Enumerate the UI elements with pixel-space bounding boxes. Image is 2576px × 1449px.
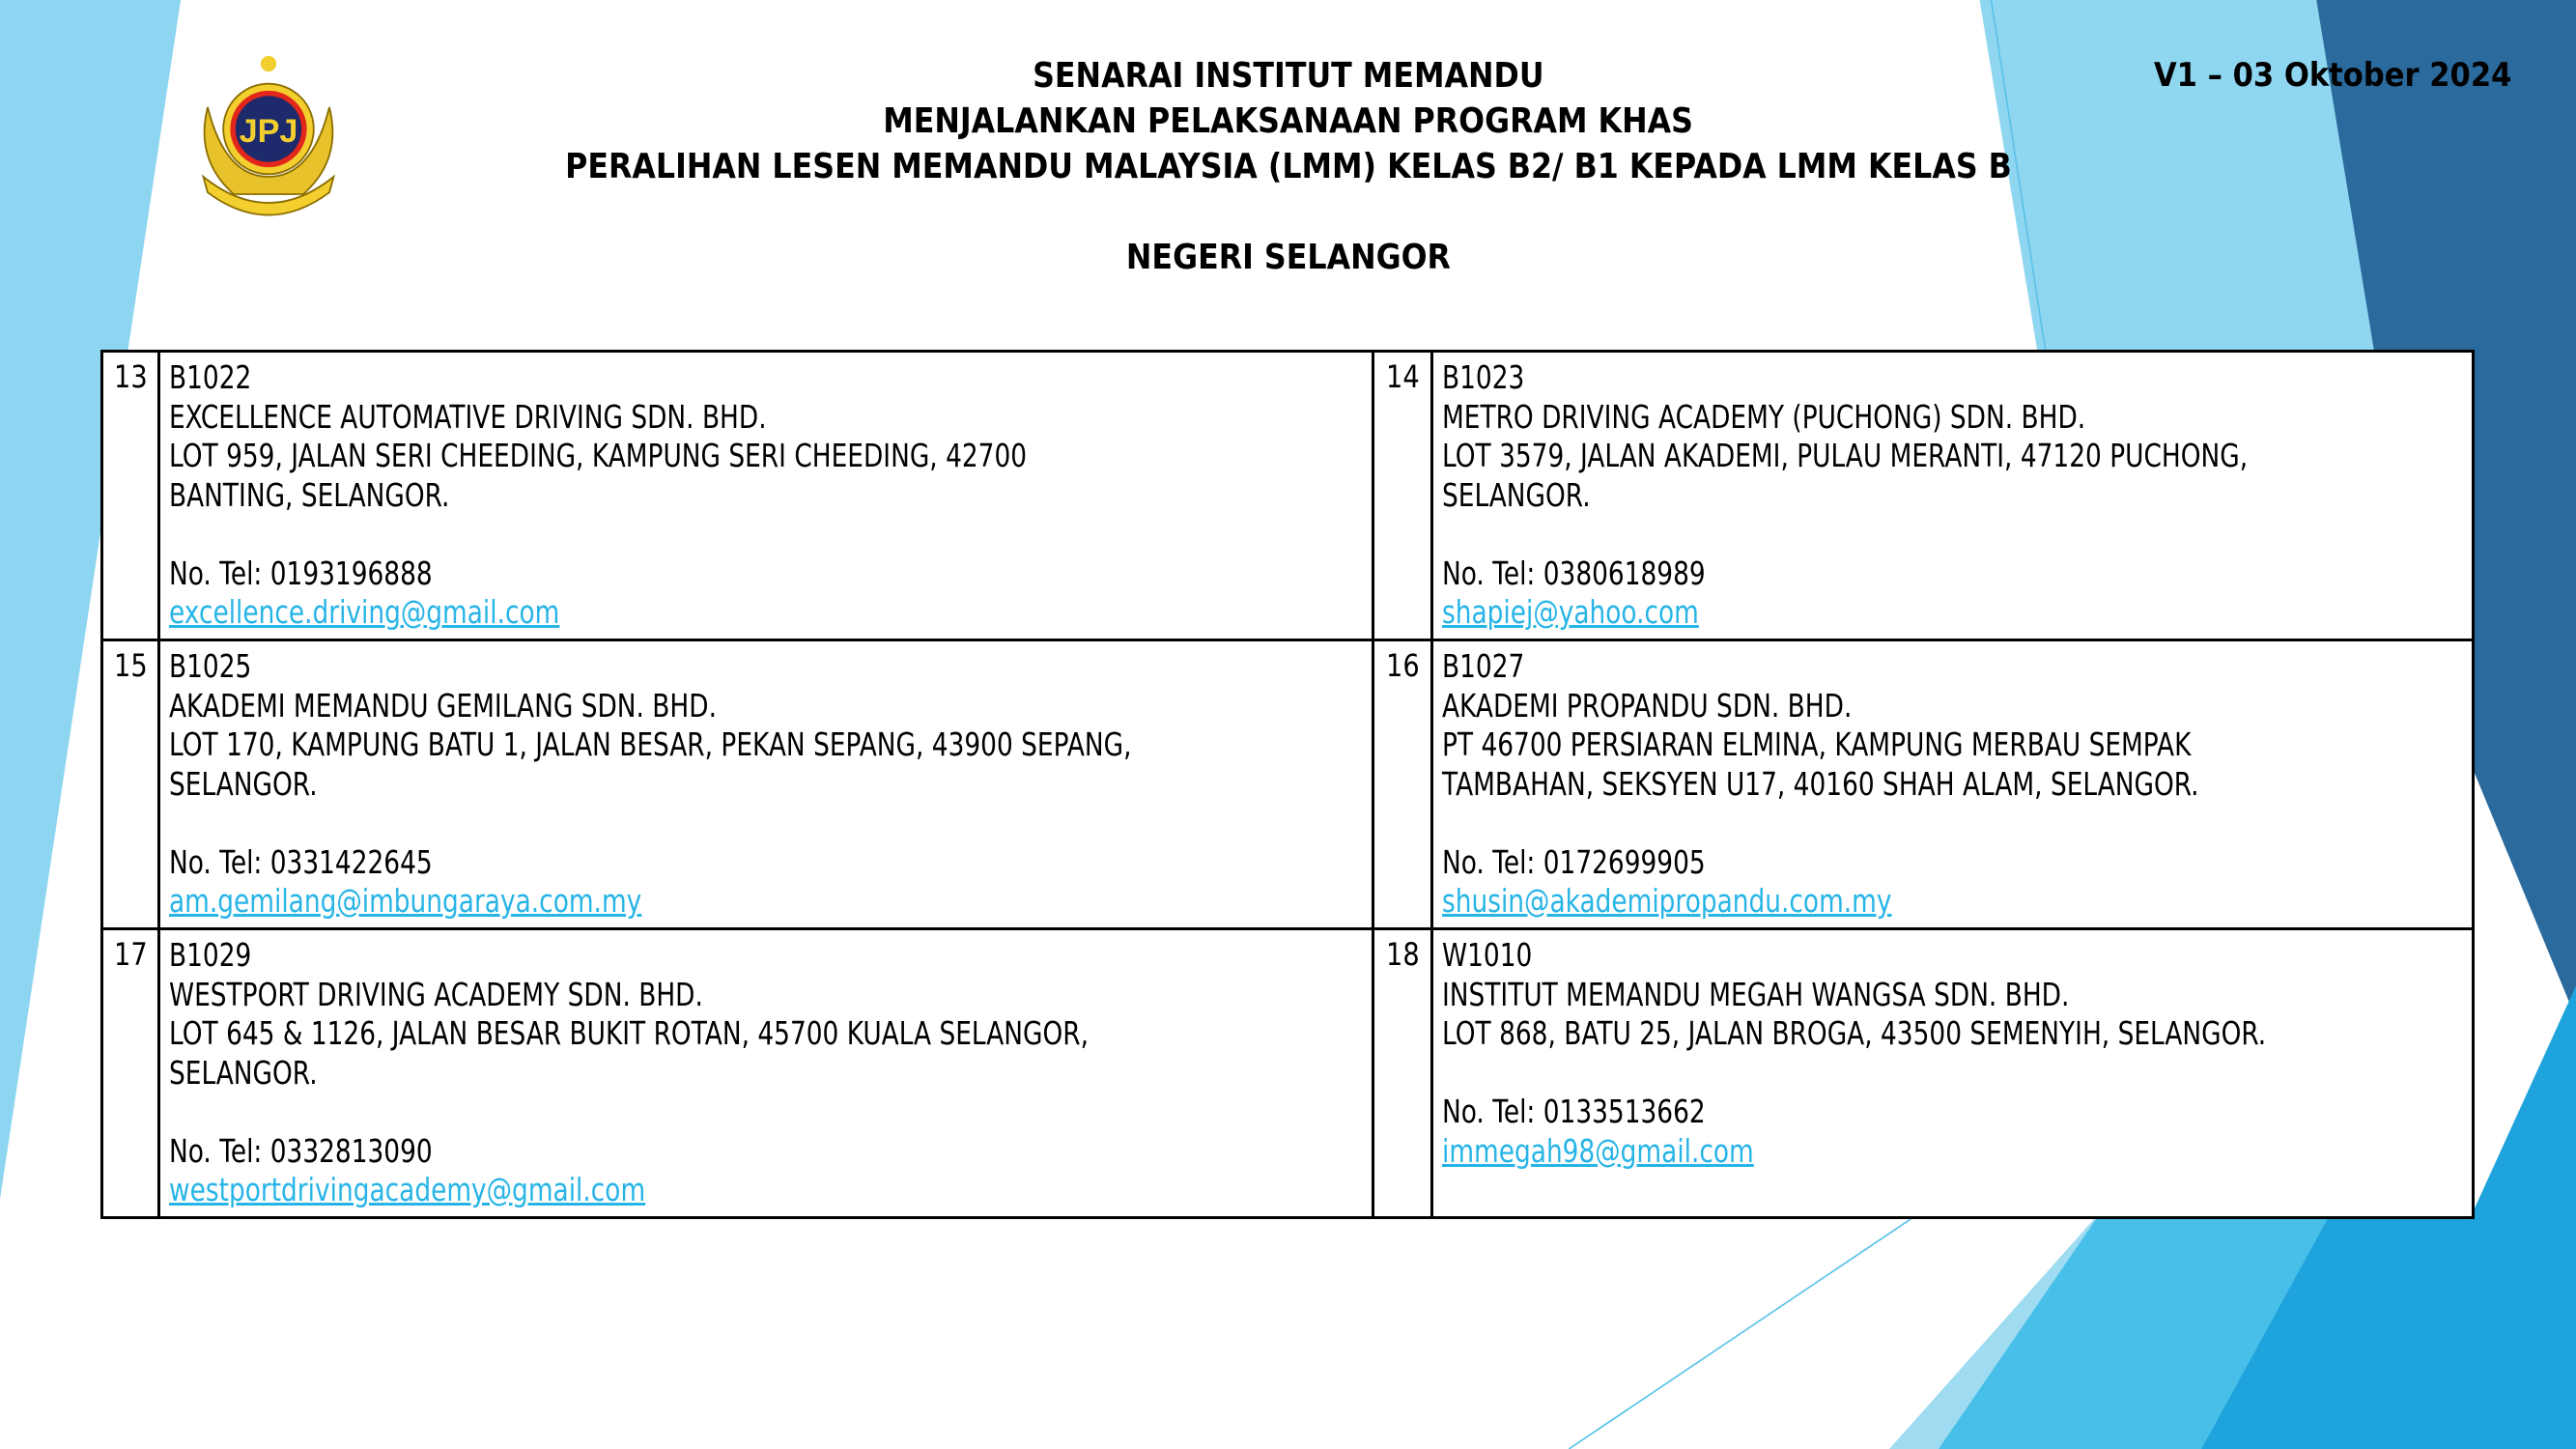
institute-phone: No. Tel: 0380618989 <box>1441 554 1706 592</box>
entry-details-cell <box>1431 352 2473 640</box>
institute-name: AKADEMI PROPANDU SDN. BHD. <box>1441 686 1852 724</box>
address-line: LOT 959, JALAN SERI CHEEDING, KAMPUNG SERI CHEEDING, 42700 <box>168 437 1027 474</box>
institute-code: W1010 <box>1441 936 1532 974</box>
state-heading: NEGERI SELANGOR <box>1125 238 1451 277</box>
institute-name: AKADEMI MEMANDU GEMILANG SDN. BHD. <box>168 686 717 724</box>
institute-address <box>1442 725 2472 804</box>
institute-phone: No. Tel: 0332813090 <box>168 1131 433 1170</box>
institute-address <box>1442 1014 2472 1054</box>
institute-phone: No. Tel: 0133513662 <box>1441 1093 1706 1130</box>
blank-line <box>1442 1054 2266 1094</box>
address-line: TAMBAHAN, SEKSYEN U17, 40160 SHAH ALAM, SELANGOR. <box>1441 764 2199 803</box>
svg-text:JPJ: JPJ <box>239 113 298 150</box>
institute-phone: No. Tel: 0172699905 <box>1441 842 1706 881</box>
institute-code: B1025 <box>168 647 252 685</box>
title-line-3: PERALIHAN LESEN MEMANDU MALAYSIA (LMM) KELAS B2/ B1 KEPADA LMM KELAS B <box>564 147 2012 186</box>
institute-email-link[interactable]: am.gemilang@imbungaraya.com.my <box>168 882 642 920</box>
institute-address <box>169 725 1373 804</box>
institute-email-link[interactable]: shapiej@yahoo.com <box>1441 593 1699 631</box>
address-line: LOT 868, BATU 25, JALAN BROGA, 43500 SEMENYIH, SELANGOR. <box>1441 1014 2266 1052</box>
institute-name: EXCELLENCE AUTOMATIVE DRIVING SDN. BHD. <box>168 397 767 436</box>
institute-email-link[interactable]: immegah98@gmail.com <box>1441 1131 1754 1170</box>
institute-phone: No. Tel: 0193196888 <box>168 554 433 592</box>
table-row <box>102 640 2474 929</box>
institute-code: B1027 <box>1441 647 1524 685</box>
institute-address <box>169 1014 1373 1093</box>
entry-number: 18 <box>1385 936 1420 973</box>
entry-number: 15 <box>113 647 148 684</box>
institute-email-link[interactable]: shusin@akademipropandu.com.my <box>1441 882 1892 920</box>
blank-line <box>169 515 1132 554</box>
blank-line <box>1442 515 2266 554</box>
institute-name: WESTPORT DRIVING ACADEMY SDN. BHD. <box>168 975 703 1013</box>
institute-name: METRO DRIVING ACADEMY (PUCHONG) SDN. BHD. <box>1441 397 2085 436</box>
table-row <box>102 352 2474 640</box>
entry-number-cell <box>1373 929 1431 1218</box>
address-line: LOT 3579, JALAN AKADEMI, PULAU MERANTI, 47120 PUCHONG, <box>1441 437 2248 474</box>
decor-line <box>1569 1209 1925 1449</box>
address-line: SELANGOR. <box>1441 475 1591 514</box>
entry-number: 17 <box>113 936 148 973</box>
institute-code: B1023 <box>1441 358 1524 396</box>
entry-number-cell <box>1373 352 1431 640</box>
institute-email-link[interactable]: excellence.driving@gmail.com <box>168 593 560 631</box>
title-line-2: MENJALANKAN PELAKSANAAN PROGRAM KHAS <box>883 101 1693 141</box>
address-line: SELANGOR. <box>168 764 318 803</box>
institute-phone: No. Tel: 0331422645 <box>168 842 433 881</box>
entry-details-cell <box>158 929 1373 1218</box>
address-line: PT 46700 PERSIARAN ELMINA, KAMPUNG MERBAU SEMPAK <box>1441 725 2191 763</box>
entry-number: 14 <box>1385 358 1420 395</box>
institute-code: B1029 <box>168 936 252 974</box>
address-line: SELANGOR. <box>168 1053 318 1092</box>
institute-address <box>169 437 1373 515</box>
entry-number: 13 <box>113 358 148 395</box>
entry-details-cell <box>158 352 1373 640</box>
address-line: LOT 645 & 1126, JALAN BESAR BUKIT ROTAN, 45700 KUALA SELANGOR, <box>168 1014 1089 1052</box>
entry-details-cell <box>158 640 1373 929</box>
entry-number: 16 <box>1385 647 1420 684</box>
table-row <box>102 929 2474 1218</box>
institute-code: B1022 <box>168 358 252 396</box>
entry-number-cell <box>102 929 159 1218</box>
institute-address <box>1442 437 2472 515</box>
title-line-1: SENARAI INSTITUT MEMANDU <box>1032 56 1544 96</box>
address-line: BANTING, SELANGOR. <box>168 475 450 514</box>
blank-line <box>169 804 1132 843</box>
blank-line <box>1442 804 2266 843</box>
blank-line <box>169 1093 1132 1132</box>
version-label: V1 – 03 Oktober 2024 <box>2154 56 2512 95</box>
entry-details-cell <box>1431 929 2473 1218</box>
institute-email-link[interactable]: westportdrivingacademy@gmail.com <box>168 1171 645 1208</box>
entry-number-cell <box>1373 640 1431 929</box>
entry-number-cell <box>102 640 159 929</box>
entry-details-cell <box>1431 640 2473 929</box>
address-line: LOT 170, KAMPUNG BATU 1, JALAN BESAR, PEKAN SEPANG, 43900 SEPANG, <box>168 725 1132 763</box>
entry-number-cell <box>102 352 159 640</box>
institute-name: INSTITUT MEMANDU MEGAH WANGSA SDN. BHD. <box>1441 975 2069 1013</box>
institute-table <box>100 350 2475 1219</box>
